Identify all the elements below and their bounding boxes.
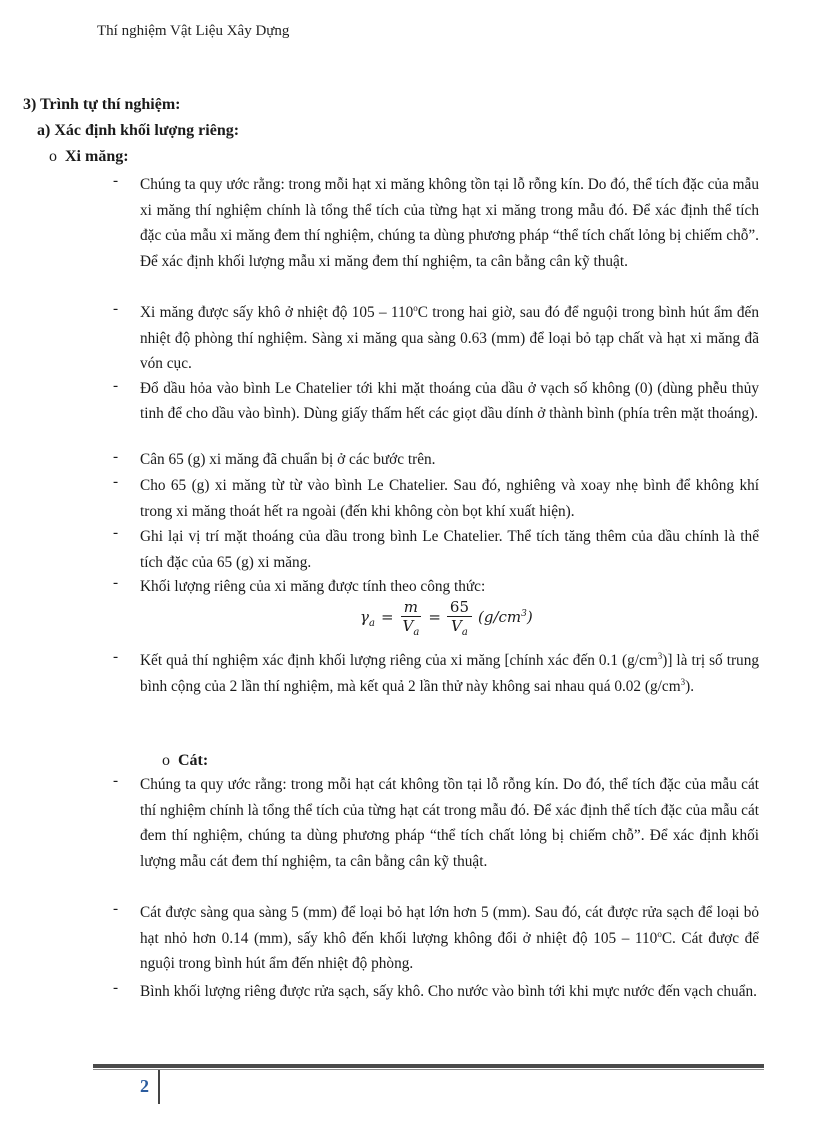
cement-para-1: Chúng ta quy ước rằng: trong mỗi hạt xi măng không tồn tại lỗ rỗng kín. Do đó, thể tích đặc của mẫu xi măng thí nghiệm chính là tổng thể tích của từng hạt xi măng trong mẫu đó. Để xác định thể tích đặc của mẫu xi măng đem thí nghiệm, chúng ta dùng phương pháp “thể tích chất lỏng bị chiếm chỗ”. Để xác định khối lượng mẫu xi măng đem thí nghiệm, ta cân bằng cân kỹ thuật.: [140, 176, 759, 270]
cement-para-7: Khối lượng riêng của xi măng được tính theo công thức:: [140, 578, 486, 595]
dash-bullet: -: [113, 900, 119, 917]
circle-bullet-icon: o: [162, 752, 170, 769]
page-number-divider: [158, 1070, 160, 1104]
cement-para-2: Xi măng được sấy khô ở nhiệt độ 105 – 110$^o$C trong hai giờ, sau đó để nguội trong bình hút ẩm đến nhiệt độ phòng thí nghiệm. Sàng xi măng qua sàng 0.63 (mm) để loại bỏ tạp chất và hạt xi măng đã vón cục.: [140, 302, 759, 372]
density-formula: [360, 598, 533, 638]
cement-para-6: Ghi lại vị trí mặt thoáng của dầu trong bình Le Chatelier. Thể tích tăng thêm của dầu chính là thể tích đặc của 65 (g) xi măng.: [140, 528, 759, 571]
dash-bullet: -: [113, 979, 119, 996]
formula-unit: $(g/cm^3)$: [478, 607, 533, 626]
sand-para-2: Cát được sàng qua sàng 5 (mm) để loại bỏ hạt lớn hơn 5 (mm). Sau đó, cát được rửa sạch để loại bỏ hạt nhỏ hơn 0.14 (mm), sấy khô đến khối lượng không đổi ở nhiệt độ 105 – 110$^o$C. Cát được để nguội trong bình hút ẩm đến nhiệt độ phòng.: [140, 904, 760, 972]
formula-fraction-1: $\frac{m}{V_a}$: [402, 598, 420, 638]
footer-rule: [93, 1064, 764, 1068]
subsection-heading-density: a) Xác định khối lượng riêng:: [37, 122, 240, 139]
dash-bullet: -: [113, 772, 119, 789]
sand-para-1: Chúng ta quy ước rằng: trong mỗi hạt cát không tồn tại lỗ rỗng kín. Do đó, thể tích đặc của mẫu cát thí nghiệm chính là tổng thể tích của từng hạt cát trong mẫu đó. Để xác định thể tích đặc của mẫu cát đem thí nghiệm, chúng ta dùng phương pháp “thể tích chất lỏng bị chiếm chỗ”. Để xác định khối lượng mẫu cát đem thí nghiệm, ta cân bằng cân kỹ thuật.: [140, 776, 759, 870]
subheading-sand-label: Cát:: [178, 752, 209, 769]
subheading-sand: [162, 752, 208, 770]
subheading-cement: [49, 148, 129, 166]
dash-bullet: -: [113, 473, 119, 490]
dash-bullet: -: [113, 524, 119, 541]
section-heading-procedure: 3) Trình tự thí nghiệm:: [23, 96, 181, 113]
cement-para-8: Kết quả thí nghiệm xác định khối lượng riêng của xi măng [chính xác đến 0.1 $(g/cm^3)$] là trị số trung bình cộng của 2 lần thí nghiệm, mà kết quả 2 lần thử này không sai nhau quá 0.02 $(g/cm^3)$.: [140, 650, 760, 695]
dash-bullet: -: [113, 377, 119, 394]
footer-rule-thin: [93, 1069, 764, 1070]
dash-bullet: -: [113, 574, 119, 591]
circle-bullet-icon: o: [49, 148, 57, 165]
dash-bullet: -: [113, 172, 119, 189]
formula-lhs: $\gamma_a$: [360, 607, 375, 629]
dash-bullet: -: [113, 648, 119, 665]
cement-para-4: Cân 65 (g) xi măng đã chuẩn bị ở các bước trên.: [140, 451, 436, 468]
formula-equals: =: [428, 607, 441, 626]
formula-equals: =: [380, 607, 394, 626]
cement-para-3: Đổ dầu hỏa vào bình Le Chatelier tới khi mặt thoáng của dầu ở vạch số không (0) (dùng phễu thủy tinh để cho dầu vào bình). Dùng giấy thấm hết các giọt dầu dính ở thành bình (phía trên mặt thoáng).: [140, 380, 759, 422]
cement-para-5: Cho 65 (g) xi măng từ từ vào bình Le Chatelier. Sau đó, nghiêng và xoay nhẹ bình để không khí trong xi măng thoát hết ra ngoài (đến khi không còn bọt khí xuất hiện).: [140, 477, 759, 520]
subheading-cement-label: Xi măng:: [65, 148, 129, 165]
page-number: 2: [140, 1076, 149, 1096]
formula-fraction-2: $\frac{65}{V_a}$: [447, 598, 472, 635]
sand-para-3: Bình khối lượng riêng được rửa sạch, sấy khô. Cho nước vào bình tới khi mực nước đến vạch chuẩn.: [140, 983, 757, 1000]
dash-bullet: -: [113, 448, 119, 465]
running-header: Thí nghiệm Vật Liệu Xây Dựng: [97, 23, 290, 39]
dash-bullet: -: [113, 300, 119, 317]
